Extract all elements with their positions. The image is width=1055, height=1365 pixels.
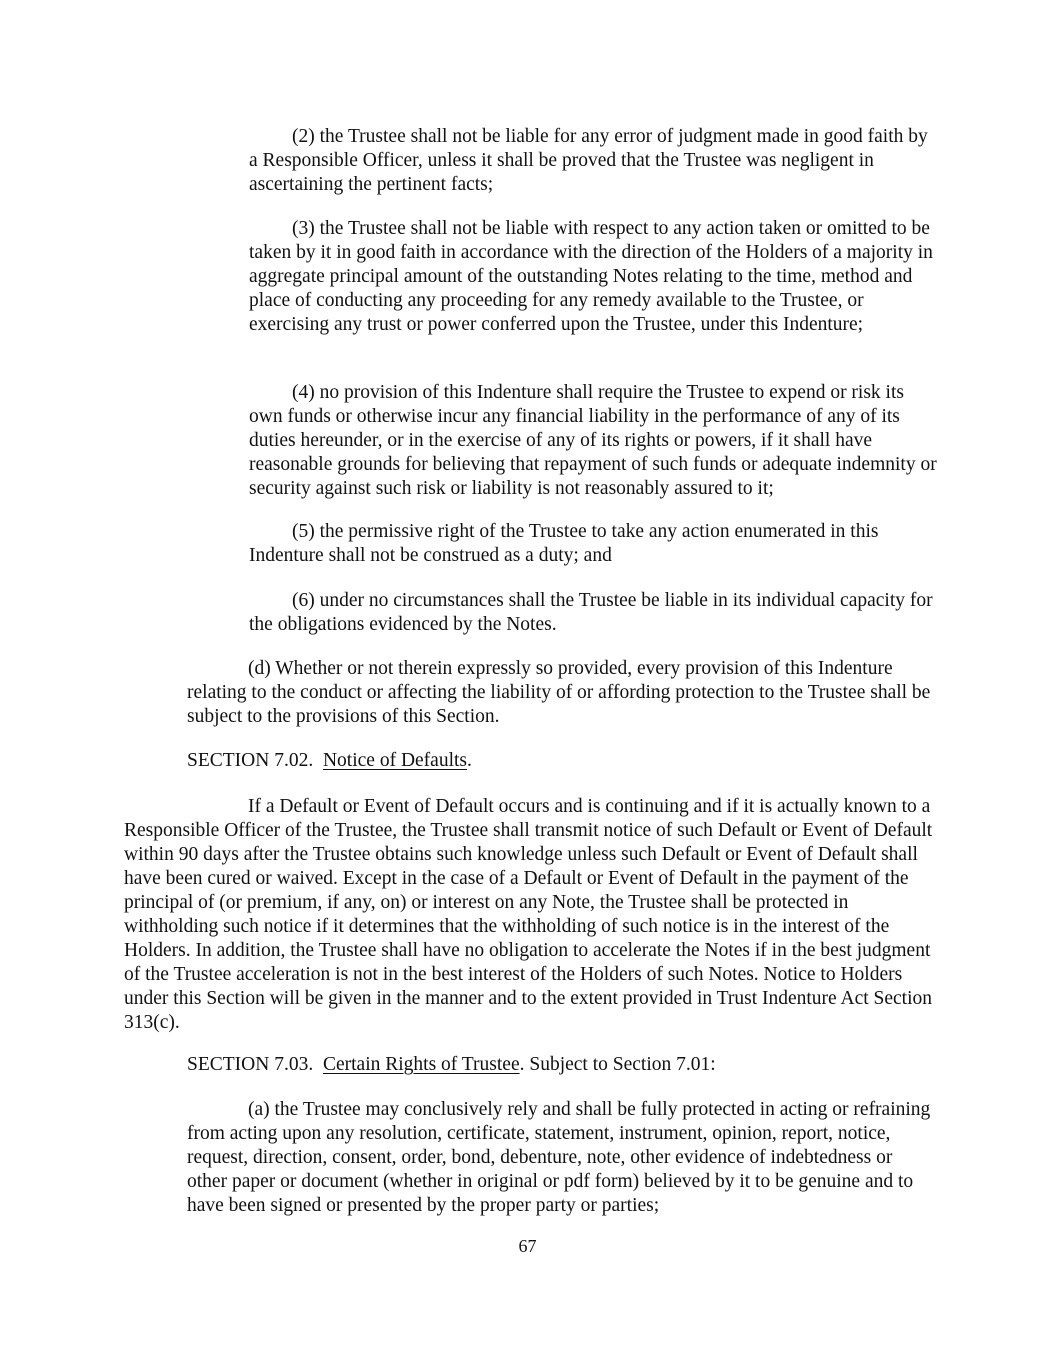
paragraph-c3: (3) the Trustee shall not be liable with respect to any action taken or omitted to be taken by it in good faith in accordance with the direction of the Holders of a majority in aggregate principal amount of the outstanding Notes relating to the time, method and place of conducting any proceeding for any remedy available to the Trustee, or exercising any trust or power conferred upon the Trustee, under this Indenture; (249, 218, 933, 335)
paragraph-c4: (4) no provision of this Indenture shall require the Trustee to expend or risk its own funds or otherwise incur any financial liability in the performance of any of its duties hereunder, or in the exercise of any of its rights or powers, if it shall have reasonable grounds for believing that repayment of such funds or adequate indemnity or security against such risk or liability is not reasonably assured to it; (249, 382, 937, 499)
section-7-02-heading (187, 749, 937, 773)
paragraph-a: (a) the Trustee may conclusively rely and shall be fully protected in acting or refraining from acting upon any resolution, certificate, statement, instrument, opinion, report, notice, request, direction, consent, order, bond, debenture, note, other evidence of indebtedness or other paper or document (whether in original or pdf form) believed by it to be genuine and to have been signed or presented by the proper party or parties; (187, 1099, 931, 1216)
section-title: Certain Rights of Trustee (322, 1054, 520, 1075)
paragraph-c6: (6) under no circumstances shall the Trustee be liable in its individual capacity for the obligations evidenced by the Notes. (249, 590, 933, 635)
paragraph-d: (d) Whether or not therein expressly so provided, every provision of this Indenture relating to the conduct or affecting the liability of or affording protection to the Trustee shall be subject to the provisions of this Section. (187, 658, 931, 727)
paragraph-c2: (2) the Trustee shall not be liable for any error of judgment made in good faith by a Responsible Officer, unless it shall be proved that the Trustee was negligent in ascertaining the pertinent facts; (249, 126, 928, 195)
section-suffix: . (467, 750, 472, 771)
section-suffix: . Subject to Section 7.01: (519, 1054, 716, 1075)
section-number: SECTION 7.02. (187, 750, 314, 771)
paragraph-c5: (5) the permissive right of the Trustee to take any action enumerated in this Indenture shall not be construed as a duty; and (249, 521, 879, 566)
section-number: SECTION 7.03. (187, 1054, 314, 1075)
notice-of-defaults-body: If a Default or Event of Default occurs and is continuing and if it is actually known to a Responsible Officer of the Trustee, the Trustee shall transmit notice of such Default or Event of Default within 90 days after the Trustee obtains such knowledge unless such Default or Event of Default shall have been cured or waived. Except in the case of a Default or Event of Default in the payment of the principal of (or premium, if any, on) or interest on any Note, the Trustee shall be protected in withholding such notice if it determines that the withholding of such notice is in the interest of the Holders. In addition, the Trustee shall have no obligation to accelerate the Notes if in the best judgment of the Trustee acceleration is not in the best interest of the Holders of such Notes. Notice to Holders under this Section will be given in the manner and to the extent provided in Trust Indenture Act Section 313(c). (124, 796, 933, 1033)
section-title: Notice of Defaults (322, 750, 468, 771)
page-number: 67 (518, 1236, 537, 1256)
section-7-03-heading (187, 1053, 937, 1077)
